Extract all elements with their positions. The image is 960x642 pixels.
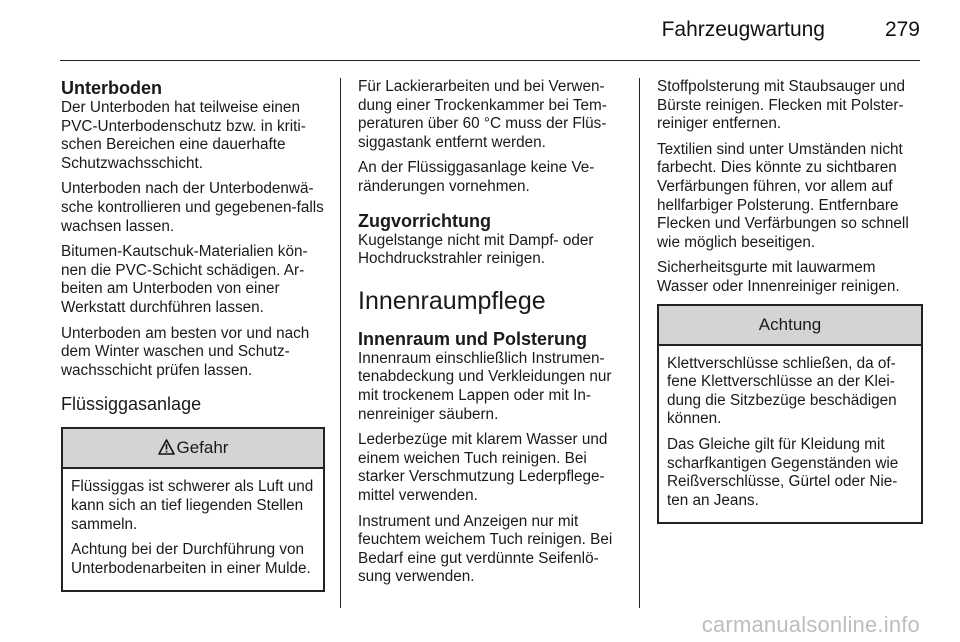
warning-triangle-icon: [158, 431, 175, 469]
danger-box-body: [63, 469, 323, 590]
heading-fluessiggasanlage: Flüssiggasanlage: [61, 394, 202, 415]
paragraph: Unterboden am besten vor und nach dem Winter waschen und Schutz-wachsschicht prüfen lassen.: [61, 324, 310, 379]
heading-zugvorrichtung: Zugvorrichtung: [358, 210, 491, 231]
paragraph: Für Lackierarbeiten und bei Verwen-dung einer Trockenkammer bei Tem-peraturen über 60 °C muss der Flüs-siggastank entfernt werden.: [358, 78, 607, 151]
caution-box: [657, 304, 923, 525]
section-title-innenraumpflege: Innenraumpflege: [358, 286, 546, 315]
heading-unterboden: Unterboden: [61, 78, 162, 98]
paragraph: Bitumen-Kautschuk-Materialien kön-nen die PVC-Schicht schädigen. Ar-beiten am Unterboden von einer Werkstatt durchführen lassen.: [61, 243, 308, 316]
paragraph: Instrument und Anzeigen nur mit feuchtem weichem Tuch reinigen. Bei Bedarf eine gut verdünnte Seifenlö-sung verwenden.: [358, 512, 613, 586]
heading-innenraum-polsterung: Innenraum und Polsterung: [358, 328, 588, 349]
paragraph: Innenraum einschließlich Instrumen-tenabdeckung und Verkleidungen nur mit trockenem Lappen oder mit In-nenreiniger säubern.: [358, 349, 612, 423]
paragraph: Flüssiggas ist schwerer als Luft und kann sich an tief liegenden Stellen sammeln.: [71, 478, 314, 533]
paragraph: An der Flüssiggasanlage keine Ve-ränderungen vornehmen.: [358, 159, 595, 195]
paragraph: Sicherheitsgurte mit lauwarmem Wasser oder Innenreiniger reinigen.: [657, 259, 900, 295]
column-divider-left: [340, 78, 341, 608]
caution-box-header: Achtung: [659, 306, 921, 346]
watermark: carmanualsonline.info: [701, 612, 920, 637]
paragraph: Stoffpolsterung mit Staubsauger und Bürste reinigen. Flecken mit Polster-reiniger entfernen.: [657, 78, 906, 133]
paragraph: Achtung bei der Durchführung von Unterbodenarbeiten in einer Mulde.: [71, 541, 311, 577]
column-divider-right: [639, 78, 640, 608]
page-title: Fahrzeugwartung: [661, 18, 825, 41]
column-left: [61, 78, 325, 592]
paragraph: Lederbezüge mit klarem Wasser und einem weichen Tuch reinigen. Bei starker Verschmutzung Lederpflege-mittel verwenden.: [358, 431, 608, 504]
danger-box-header: [63, 429, 323, 469]
danger-box-title: Gefahr: [176, 438, 229, 458]
column-right: [657, 78, 923, 524]
paragraph: Der Unterboden hat teilweise einen PVC-Unterbodenschutz bzw. in kriti-schen Bereichen eine dauerhafte Schutzwachsschicht.: [61, 99, 306, 172]
column-middle: [358, 78, 626, 594]
caution-box-body: [659, 346, 921, 523]
paragraph: Textilien sind unter Umständen nicht farbecht. Dies könnte zu sichtbaren Verfärbungen führen, vor allem auf hellfarbiger Polsterung. Entfernbare Flecken und Verfärbungen so schnell wie möglich beseitigen.: [657, 140, 909, 251]
page-number: 279: [884, 18, 920, 41]
paragraph: Klettverschlüsse schließen, da of-fene Klettverschlüsse an der Klei-dung die Sitzbezüge beschädigen können.: [667, 354, 897, 428]
page-header: [60, 0, 920, 61]
danger-box: [61, 427, 325, 592]
paragraph: Kugelstange nicht mit Dampf- oder Hochdruckstrahler reinigen.: [358, 231, 594, 268]
paragraph: Unterboden nach der Unterbodenwä-sche kontrollieren und gegebenen-falls wachsen lassen.: [61, 180, 324, 235]
paragraph: Das Gleiche gilt für Kleidung mit scharfkantigen Gegenständen wie Reißverschlüsse, Gürtel oder Nie-ten an Jeans.: [667, 435, 899, 509]
